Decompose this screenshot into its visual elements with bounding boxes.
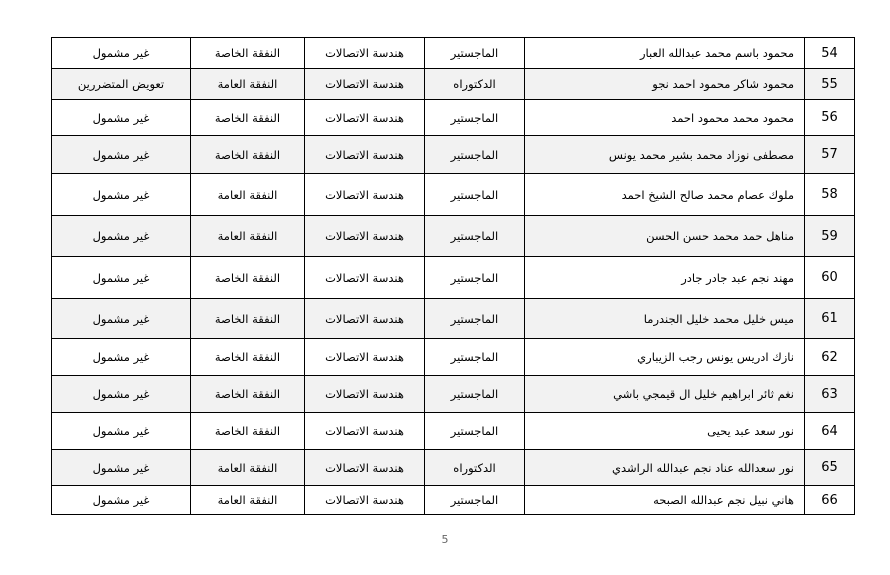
- department: هندسة الاتصالات: [305, 174, 425, 216]
- table-row: [52, 299, 855, 339]
- page-number: 5: [441, 533, 449, 546]
- degree: الماجستير: [425, 216, 525, 257]
- student-name: مهند نجم عبد جادر جادر: [525, 257, 805, 299]
- row-number: 58: [805, 174, 855, 216]
- row-number: 65: [805, 450, 855, 486]
- table-row: [52, 486, 855, 515]
- row-number: 56: [805, 100, 855, 136]
- table-row: [52, 376, 855, 413]
- status: غير مشمول: [52, 376, 191, 413]
- student-name: نور سعد عبد يحيى: [525, 413, 805, 450]
- status: غير مشمول: [52, 413, 191, 450]
- row-number: 61: [805, 299, 855, 339]
- funding-type: النفقة العامة: [191, 486, 305, 515]
- degree: الماجستير: [425, 486, 525, 515]
- degree: الماجستير: [425, 339, 525, 376]
- funding-type: النفقة العامة: [191, 450, 305, 486]
- department: هندسة الاتصالات: [305, 257, 425, 299]
- funding-type: النفقة الخاصة: [191, 413, 305, 450]
- student-name: مناهل حمد محمد حسن الحسن: [525, 216, 805, 257]
- funding-type: النفقة الخاصة: [191, 257, 305, 299]
- funding-type: النفقة العامة: [191, 174, 305, 216]
- department: هندسة الاتصالات: [305, 69, 425, 100]
- table-row: [52, 69, 855, 100]
- status: غير مشمول: [52, 38, 191, 69]
- row-number: 66: [805, 486, 855, 515]
- table-row: [52, 216, 855, 257]
- department: هندسة الاتصالات: [305, 216, 425, 257]
- degree: الماجستير: [425, 38, 525, 69]
- degree: الماجستير: [425, 413, 525, 450]
- department: هندسة الاتصالات: [305, 100, 425, 136]
- table-row: [52, 136, 855, 174]
- student-name: نور سعدالله عناد نجم عبدالله الراشدي: [525, 450, 805, 486]
- status: غير مشمول: [52, 100, 191, 136]
- row-number: 59: [805, 216, 855, 257]
- row-number: 63: [805, 376, 855, 413]
- department: هندسة الاتصالات: [305, 38, 425, 69]
- row-number: 55: [805, 69, 855, 100]
- student-name: محمود شاكر محمود احمد نجو: [525, 69, 805, 100]
- row-number: 64: [805, 413, 855, 450]
- degree: الماجستير: [425, 257, 525, 299]
- student-name: ميس خليل محمد خليل الجندرما: [525, 299, 805, 339]
- students-table: [51, 37, 855, 515]
- students-table-container: [51, 37, 854, 515]
- funding-type: النفقة الخاصة: [191, 136, 305, 174]
- row-number: 57: [805, 136, 855, 174]
- degree: الماجستير: [425, 100, 525, 136]
- table-row: [52, 174, 855, 216]
- student-name: هاني نبيل نجم عبدالله الصبحه: [525, 486, 805, 515]
- student-name: محمود محمد محمود احمد: [525, 100, 805, 136]
- student-name: ملوك عصام محمد صالح الشيخ احمد: [525, 174, 805, 216]
- funding-type: النفقة الخاصة: [191, 100, 305, 136]
- funding-type: النفقة الخاصة: [191, 38, 305, 69]
- department: هندسة الاتصالات: [305, 450, 425, 486]
- status: غير مشمول: [52, 450, 191, 486]
- status: غير مشمول: [52, 486, 191, 515]
- funding-type: النفقة الخاصة: [191, 299, 305, 339]
- department: هندسة الاتصالات: [305, 376, 425, 413]
- department: هندسة الاتصالات: [305, 299, 425, 339]
- department: هندسة الاتصالات: [305, 486, 425, 515]
- table-row: [52, 38, 855, 69]
- row-number: 62: [805, 339, 855, 376]
- table-row: [52, 257, 855, 299]
- student-name: نازك ادريس يونس رجب الزيباري: [525, 339, 805, 376]
- table-row: [52, 413, 855, 450]
- degree: الماجستير: [425, 174, 525, 216]
- funding-type: النفقة الخاصة: [191, 339, 305, 376]
- status: غير مشمول: [52, 257, 191, 299]
- department: هندسة الاتصالات: [305, 413, 425, 450]
- table-row: [52, 339, 855, 376]
- student-name: محمود باسم محمد عبدالله العبار: [525, 38, 805, 69]
- table-row: [52, 450, 855, 486]
- degree: الماجستير: [425, 376, 525, 413]
- department: هندسة الاتصالات: [305, 339, 425, 376]
- row-number: 60: [805, 257, 855, 299]
- student-name: نغم ثائر ابراهيم خليل ال قيمجي باشي: [525, 376, 805, 413]
- degree: الدكتوراه: [425, 69, 525, 100]
- degree: الماجستير: [425, 136, 525, 174]
- funding-type: النفقة العامة: [191, 69, 305, 100]
- status: غير مشمول: [52, 299, 191, 339]
- degree: الماجستير: [425, 299, 525, 339]
- student-name: مصطفى نوزاد محمد بشير محمد يونس: [525, 136, 805, 174]
- department: هندسة الاتصالات: [305, 136, 425, 174]
- status: غير مشمول: [52, 216, 191, 257]
- degree: الدكتوراه: [425, 450, 525, 486]
- funding-type: النفقة العامة: [191, 216, 305, 257]
- status: تعويض المتضررين: [52, 69, 191, 100]
- row-number: 54: [805, 38, 855, 69]
- status: غير مشمول: [52, 136, 191, 174]
- table-row: [52, 100, 855, 136]
- funding-type: النفقة الخاصة: [191, 376, 305, 413]
- status: غير مشمول: [52, 339, 191, 376]
- table-body: [52, 38, 855, 515]
- status: غير مشمول: [52, 174, 191, 216]
